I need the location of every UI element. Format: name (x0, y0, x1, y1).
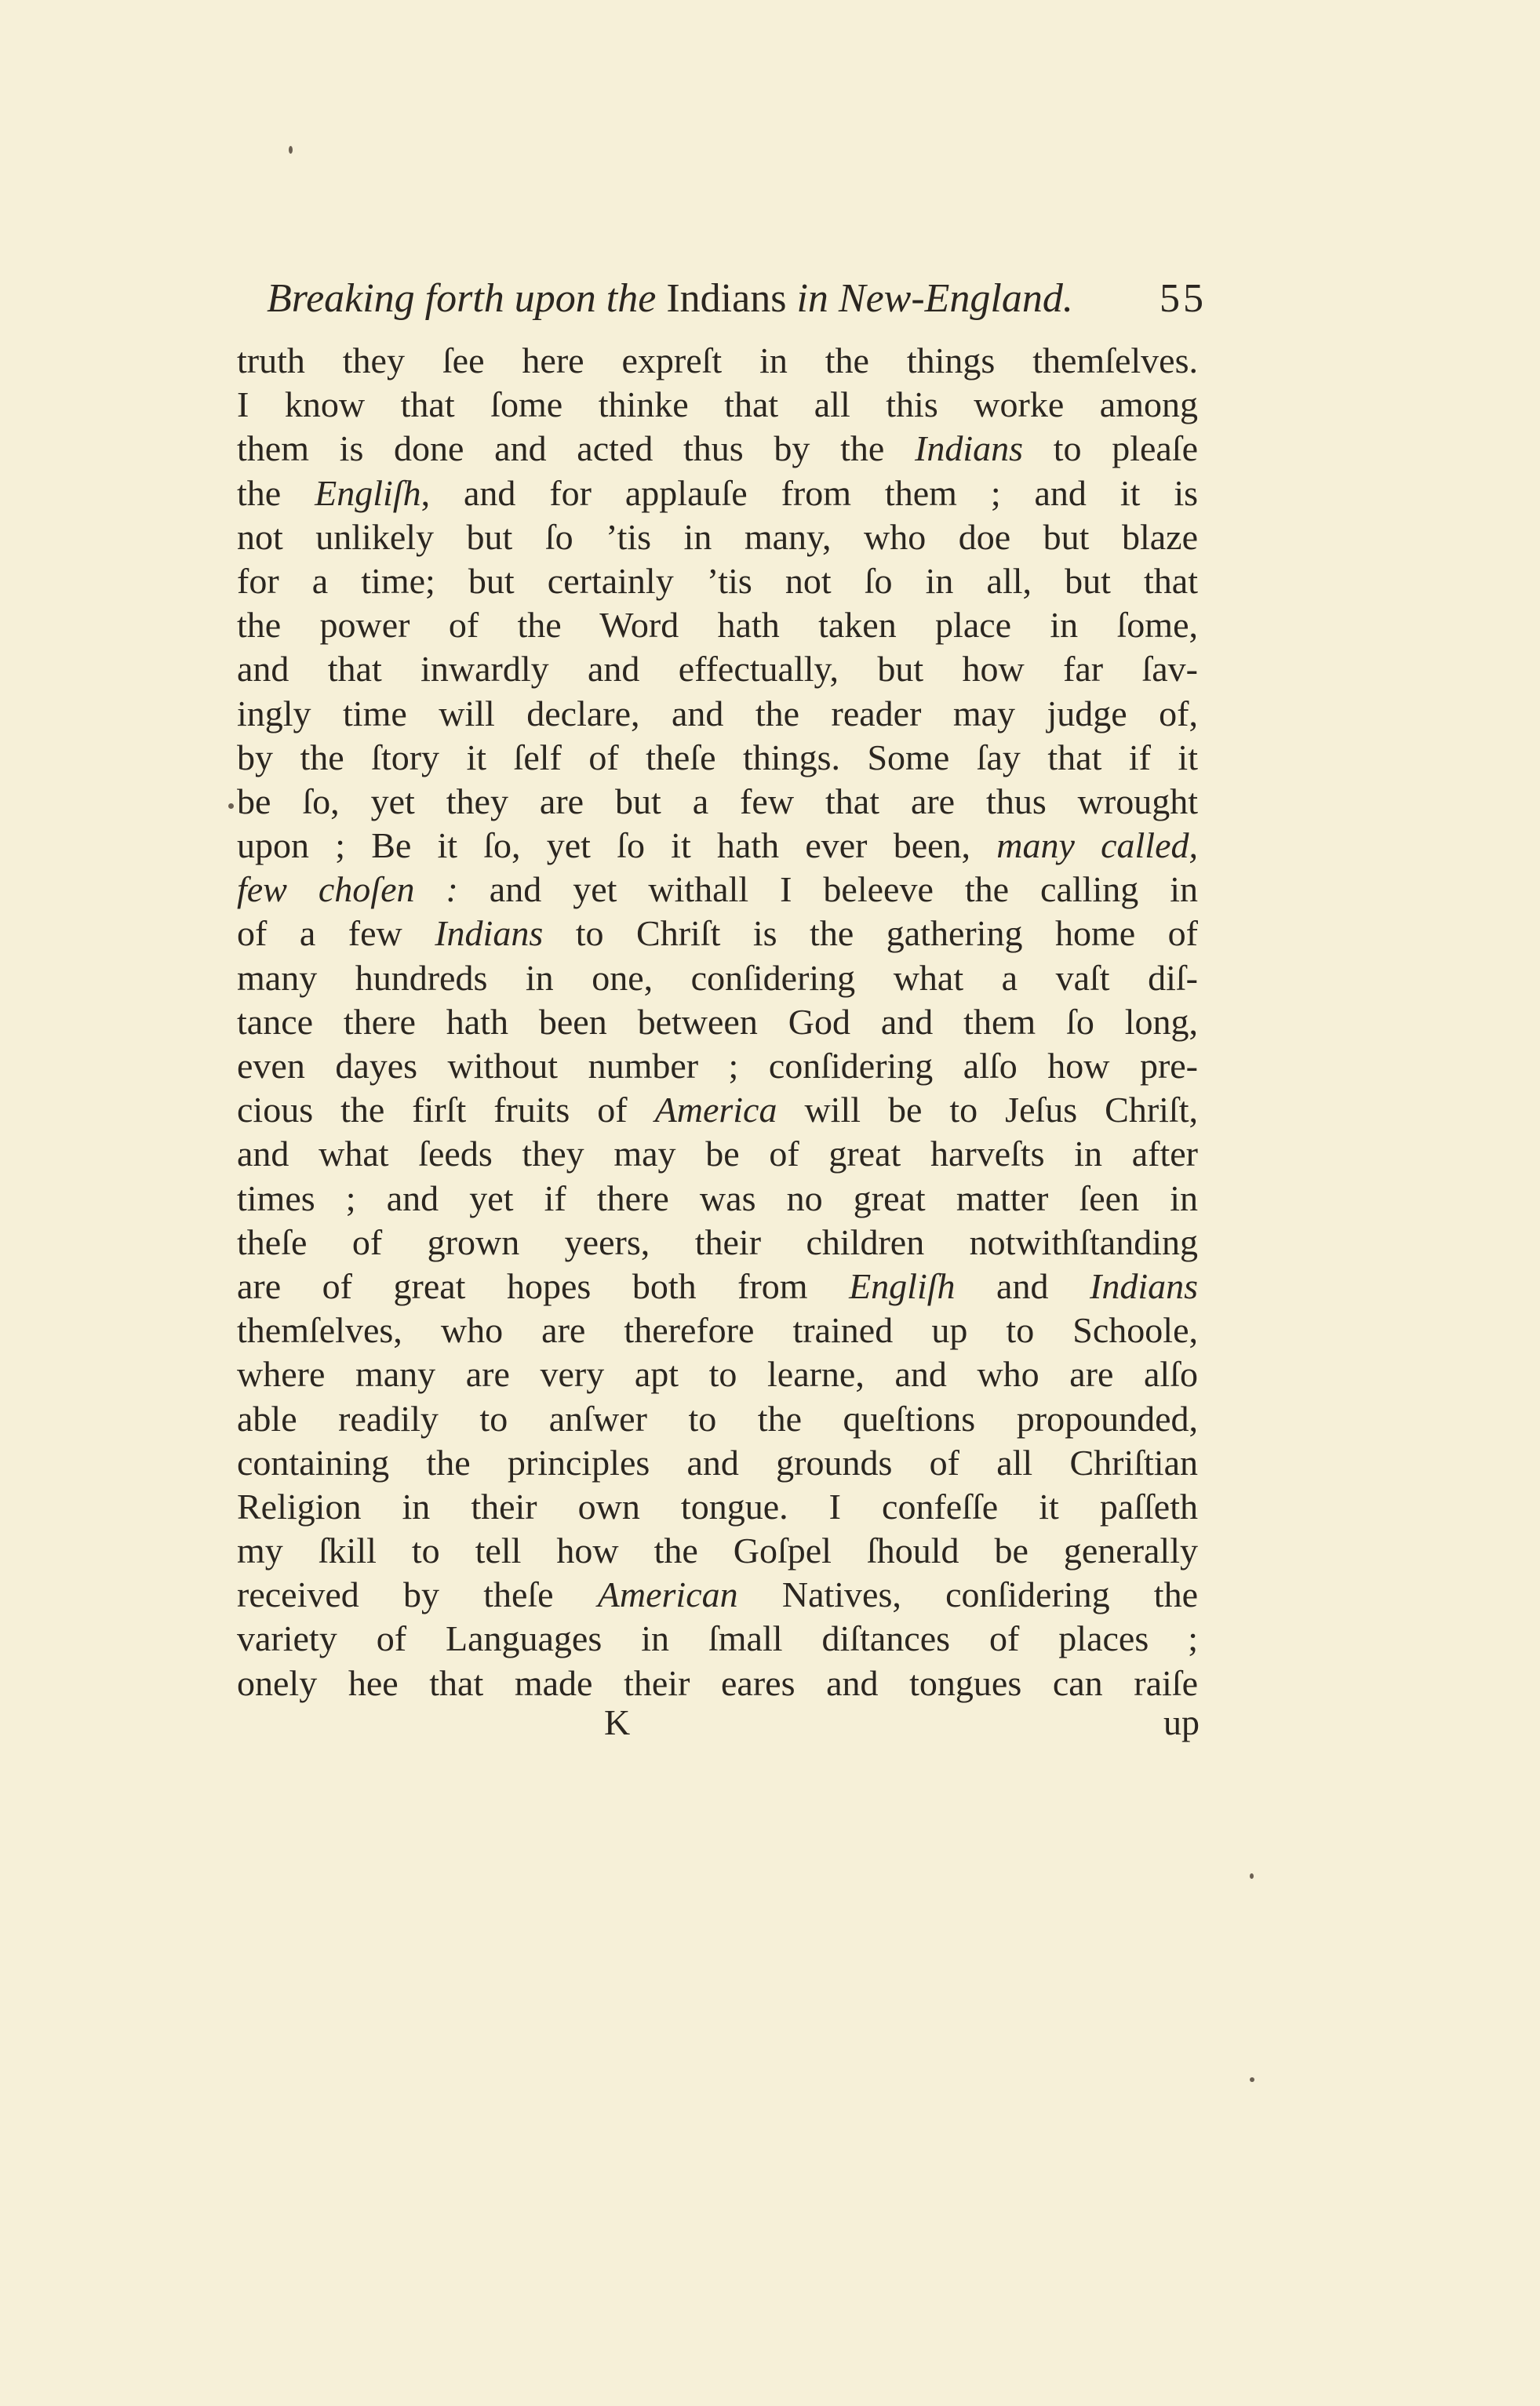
running-head-part1: Breaking forth upon the (267, 276, 657, 321)
italic-text: Indians (915, 428, 1024, 469)
text-run: , and for applauſe from them ; and it is (420, 472, 1198, 513)
text-run: themſelves, who are therefore trained up to Schoole, (237, 1310, 1198, 1351)
text-line (237, 339, 1198, 383)
text-run: and that inwardly and effectually, but how far ſav- (237, 649, 1198, 690)
text-run: variety of Languages in ſmall diſtances of places ; (237, 1618, 1198, 1659)
text-line (237, 692, 1198, 736)
text-run: the power of the Word hath taken place in ſome, (237, 605, 1198, 646)
catchword: up (1163, 1702, 1200, 1742)
text-run: will be to Jeſus Chriſt, (777, 1090, 1198, 1130)
text-line (237, 1265, 1198, 1309)
text-line (237, 1617, 1198, 1661)
text-run: onely hee that made their eares and tongues can raiſe (237, 1662, 1198, 1703)
text-run: I know that ſome thinke that all this worke among (237, 384, 1198, 425)
text-run: upon ; Be it ſo, yet ſo it hath ever been, (237, 825, 997, 866)
text-line (237, 824, 1198, 868)
text-line (237, 559, 1198, 603)
text-line (237, 515, 1198, 559)
text-run: ingly time will declare, and the reader may judge of, (237, 693, 1198, 733)
text-run: many hundreds in one, conſidering what a vaſt diſ- (237, 957, 1198, 998)
italic-text: few choſen : (237, 869, 458, 910)
italic-text: Engliſh (315, 472, 421, 513)
text-line (237, 603, 1198, 647)
text-line (237, 1044, 1198, 1088)
paper-speck (228, 803, 234, 809)
text-line (237, 956, 1198, 1000)
page-number: 55 (1160, 276, 1207, 321)
text-run: Natives, conſidering the (737, 1574, 1198, 1615)
signature-mark: K (604, 1702, 631, 1742)
text-line (237, 647, 1198, 691)
italic-text: Engliſh (849, 1265, 956, 1306)
text-run: are of great hopes both from (237, 1265, 850, 1306)
text-run: my ſkill to tell how the Goſpel ſhould be generally (237, 1531, 1198, 1571)
italic-text: Indians (1090, 1265, 1198, 1306)
text-run: cious the firſt fruits of (237, 1090, 655, 1130)
text-line (237, 1662, 1198, 1705)
text-run: be ſo, yet they are but a few that are thus wrought (237, 781, 1198, 821)
text-run: to Chriſt is the gathering home of (543, 913, 1198, 954)
text-line (237, 1573, 1198, 1617)
text-line (237, 868, 1198, 912)
body-text (237, 339, 1198, 1705)
text-run: for a time; but certainly ’tis not ſo in all, but that (237, 560, 1198, 601)
text-run: truth they ſee here expreſt in the things themſelves. (237, 340, 1198, 380)
text-run: and (955, 1265, 1090, 1306)
text-line (237, 1177, 1198, 1221)
italic-text: Indians (435, 913, 544, 954)
text-run: Religion in their own tongue. I confeſſe it paſſeth (237, 1486, 1198, 1527)
text-line (237, 1000, 1198, 1044)
text-line (237, 1352, 1198, 1396)
text-line (237, 1088, 1198, 1132)
text-run: and what ſeeds they may be of great harveſts in after (237, 1134, 1198, 1174)
italic-text: America (654, 1090, 777, 1130)
paper-speck (1250, 1873, 1254, 1879)
text-line (237, 736, 1198, 780)
text-run: not unlikely but ſo ’tis in many, who doe but blaze (237, 516, 1198, 557)
text-run: containing the principles and grounds of all Chriſtian (237, 1442, 1198, 1483)
paper-speck (289, 146, 293, 154)
text-run: able readily to anſwer to the queſtions propounded, (237, 1398, 1198, 1439)
text-run: tance there hath been between God and them ſo long, (237, 1001, 1198, 1042)
italic-text: many called, (996, 825, 1198, 866)
text-line (237, 1309, 1198, 1352)
text-line (237, 383, 1198, 427)
text-line (237, 1221, 1198, 1265)
text-line (237, 1397, 1198, 1441)
text-line (237, 912, 1198, 955)
text-line (237, 1441, 1198, 1485)
text-run: them is done and acted thus by the (237, 428, 916, 469)
italic-text: American (597, 1574, 738, 1615)
running-head-part3: in New-England. (796, 276, 1073, 321)
text-line (237, 780, 1198, 824)
paper-speck (1250, 2077, 1254, 2082)
text-run: received by theſe (237, 1574, 598, 1615)
text-run: to pleaſe (1023, 428, 1198, 469)
text-line (237, 1485, 1198, 1529)
text-run: even dayes without number ; conſidering alſo how pre- (237, 1046, 1198, 1086)
text-run: times ; and yet if there was no great matter ſeen in (237, 1178, 1198, 1218)
text-run: the (237, 472, 315, 513)
text-run: theſe of grown yeers, their children notwithſtanding (237, 1221, 1198, 1262)
running-head (267, 271, 1208, 326)
text-run: and yet withall I beleeve the calling in (457, 869, 1198, 910)
text-line (237, 427, 1198, 471)
text-line (237, 1132, 1198, 1176)
text-line (237, 1529, 1198, 1573)
text-run: of a few (237, 913, 435, 954)
text-run: where many are very apt to learne, and who are alſo (237, 1354, 1198, 1395)
running-head-part2: Indians (666, 276, 787, 321)
text-line (237, 471, 1198, 515)
text-run: by the ſtory it ſelf of theſe things. Some ſay that if it (237, 737, 1198, 777)
